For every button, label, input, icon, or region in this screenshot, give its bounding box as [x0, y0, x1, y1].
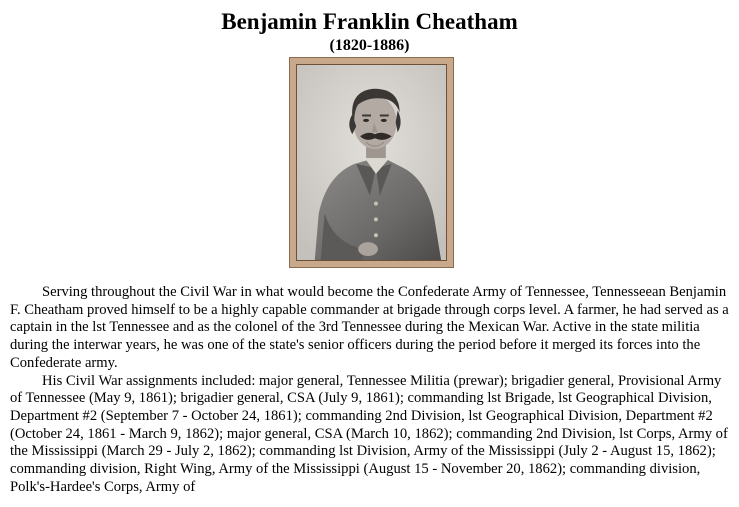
bio-paragraph: His Civil War assignments included: major general, Tennessee Militia (prewar); brigadier general, Provisional Army of Tennessee (May 9, 1861); brigadier general, CSA (July 9, 1861); commanding lst Brigade, lst Geographical Division, Department #2 (September 7 - October 24, 1861); commanding 2nd Division, lst Geographical Division, Department #2 (October 24, 1861 - March 9, 1862); major general, CSA (March 10, 1862); commanding 2nd Division, lst Corps, Army of the Mississippi (March 29 - July 2, 1862); commanding lst Division, Army of the Mississippi (July 2 - August 15, 1862); commanding division, Right Wing, Army of the Mississippi (August 15 - November 20, 1862); commanding division, Polk's-Hardee's Corps, Army of [10, 372, 728, 495]
bio-paragraph: Serving throughout the Civil War in what would become the Confederate Army of Tennessee, Tennesseean Benjamin F. Cheatham proved himself to be a highly capable commander at brigade through corps level. A farmer, he had served as a captain in the lst Tennessee and as the colonel of the 3rd Tennessee during the Mexican War. Active in the state militia during the interwar years, he was one of the state's senior officers during the period before it merged its forces into the Confederate army. [10, 284, 729, 371]
portrait-frame [289, 57, 454, 268]
portrait-image [297, 65, 446, 260]
page-title: Benjamin Franklin Cheatham [221, 9, 518, 34]
portrait-photo [296, 64, 447, 261]
biography-text [10, 284, 735, 496]
life-dates: (1820-1886) [329, 37, 410, 54]
